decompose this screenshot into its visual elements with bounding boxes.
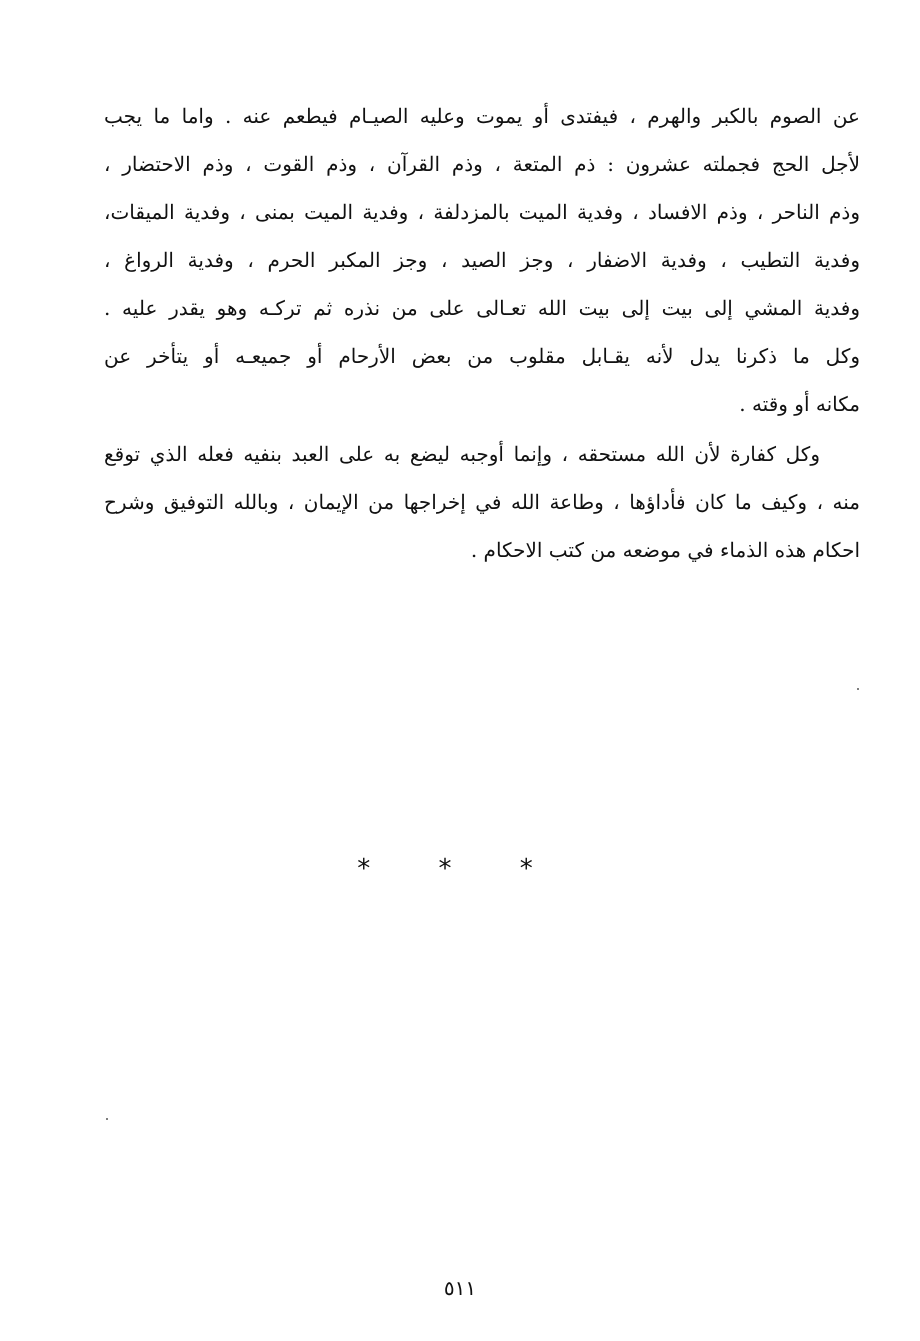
paragraph-2 — [104, 430, 860, 574]
scan-speck — [857, 688, 859, 690]
section-separator: * * * — [357, 854, 563, 884]
text-line: وفدية المشي إلى بيت إلى بيت الله تعـالى على من نذره ثم تركـه وهو يقدر عليه . — [104, 296, 860, 320]
text-line: مكانه أو وقته . — [739, 392, 860, 416]
text-line: وكل ما ذكرنا يدل لأنه يقـابل مقلوب من بعض الأرحام أو جميعـه أو يتأخر عن — [104, 344, 860, 368]
text-line: عن الصوم بالكبر والهرم ، فيفتدى أو يموت وعليه الصيـام فيطعم عنه . واما ما يجب — [104, 104, 860, 128]
paragraph-1 — [104, 92, 860, 428]
page-number: ٥١١ — [443, 1276, 477, 1300]
text-line: احكام هذه الذماء في موضعه من كتب الاحكام . — [470, 538, 860, 562]
text-line: منه ، وكيف ما كان فأداؤها ، وطاعة الله في إخراجها من الإيمان ، وبالله التوفيق وشرح — [104, 490, 860, 514]
text-line: وفدية التطيب ، وفدية الاضفار ، وجز الصيد ، وجز المكبر الحرم ، وفدية الرواغ ، — [104, 248, 860, 272]
text-line: لأجل الحج فجملته عشرون : ذم المتعة ، وذم القرآن ، وذم القوت ، وذم الاحتضار ، — [104, 152, 860, 176]
text-line: وذم الناحر ، وذم الافساد ، وفدية الميت بالمزدلفة ، وفدية الميت بمنى ، وفدية الميقات، — [104, 200, 860, 224]
text-line: وكل كفارة لأن الله مستحقه ، وإنما أوجبه ليضع به على العبد بنفيه فعله الذي توقع — [104, 442, 820, 466]
scan-speck — [106, 1118, 108, 1120]
